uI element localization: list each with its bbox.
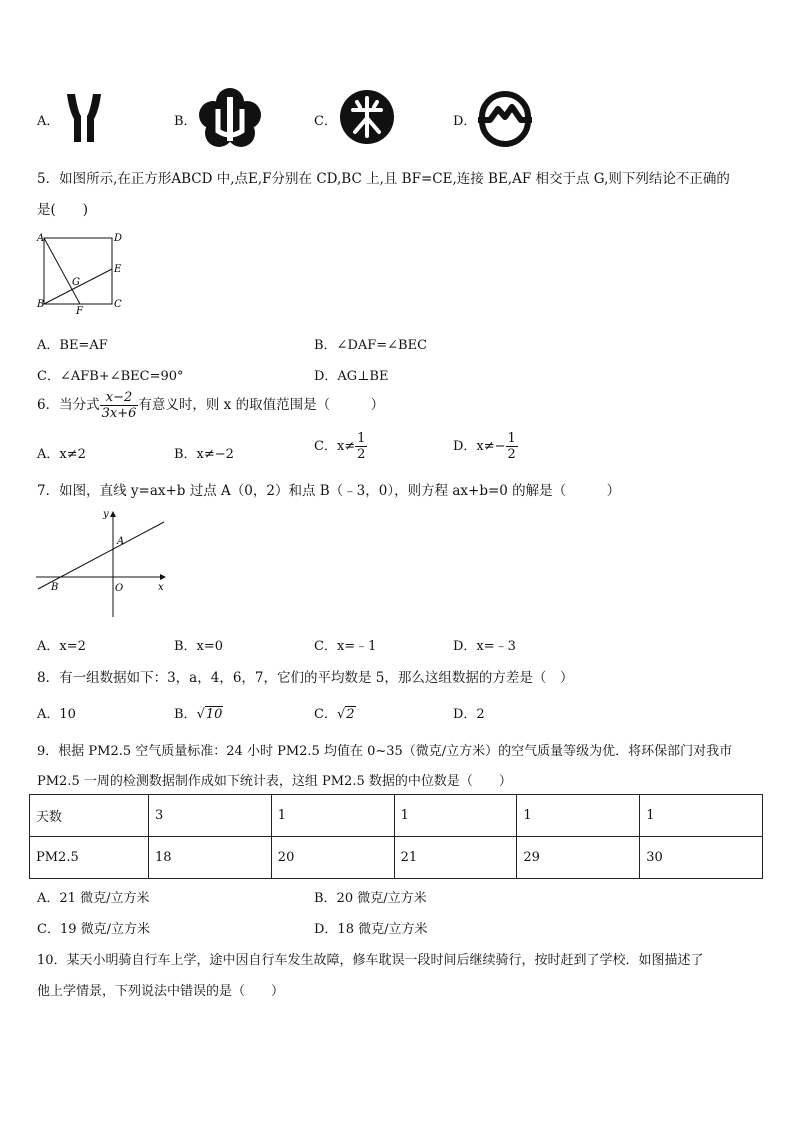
q10-stem-line2: 他上学情景，下列说法中错误的是（ ）: [37, 984, 285, 999]
q6-option-d: [453, 431, 518, 462]
q6-suffix: 有意义时，则 x 的取值范围是（ ）: [138, 397, 385, 413]
table-cell: 30: [640, 837, 763, 879]
q9-option-d: D．18 微克/立方米: [314, 922, 428, 937]
table-cell: 29: [517, 837, 640, 879]
q6-option-d-num: 1: [507, 431, 516, 446]
q5-option-c: C．∠AFB+∠BEC=90°: [37, 369, 184, 384]
q7-label-b: B: [51, 582, 59, 593]
q8-option-c-sqrt: √2: [336, 707, 355, 722]
q6-option-c-label: C．x≠: [314, 439, 356, 454]
table-cell: 21: [394, 837, 517, 879]
q6-option-a: A．x≠2: [37, 447, 86, 462]
q7-label-x: x: [158, 582, 164, 593]
q7-stem: 7．如图，直线 y=ax+b 过点 A（0，2）和点 B（﹣3，0），则方程 ax+b=0 的解是（ ）: [37, 483, 621, 499]
table-cell: 1: [394, 795, 517, 837]
q7-line-graph-figure: [34, 505, 169, 620]
q8-option-a: A．10: [37, 707, 76, 722]
q6-option-d-den: 2: [507, 447, 516, 462]
q6-stem: [37, 390, 384, 421]
q6-option-d-label: D．x≠−: [453, 439, 506, 454]
q7-option-c: C．x=﹣1: [314, 639, 377, 654]
q6-frac-den: 3x+6: [101, 406, 137, 421]
q5-label-f: F: [76, 306, 83, 316]
q7-option-d: D．x=﹣3: [453, 639, 516, 654]
y-shaped-logo-icon: [64, 92, 104, 144]
q5-stem-line1: 5．如图所示,在正方形ABCD 中,点E,F分别在 CD,BC 上,且 BF=CE,连接 BE,AF 相交于点 G,则下列结论不正确的: [37, 171, 730, 187]
table-row-pm25: [30, 837, 763, 879]
q6-option-c-num: 1: [357, 431, 366, 446]
q4-option-b-label: B．: [174, 114, 197, 129]
q7-option-a: A．x=2: [37, 639, 86, 654]
q7-option-b: B．x=0: [174, 639, 224, 654]
q9-option-c: C．19 微克/立方米: [37, 922, 151, 937]
q9-option-b: B．20 微克/立方米: [314, 891, 427, 906]
q8-option-b-radicand: 10: [205, 707, 223, 722]
q6-option-b: B．x≠−2: [174, 447, 234, 462]
q4-option-a-label: A．: [37, 114, 60, 129]
table-cell: 3: [149, 795, 272, 837]
q5-label-e: E: [114, 264, 122, 275]
q7-label-y: y: [103, 509, 109, 520]
q5-label-b: B: [37, 299, 45, 310]
table-cell: 1: [517, 795, 640, 837]
q6-option-c-fraction: [355, 431, 367, 462]
table-cell: 天数: [30, 795, 149, 837]
q5-square-figure: [34, 228, 134, 316]
q9-option-a: A．21 微克/立方米: [37, 891, 150, 906]
q5-label-a: A: [37, 233, 45, 244]
q5-stem-line2: 是( ): [37, 202, 89, 218]
mountain-wave-logo-icon: [474, 87, 536, 147]
q9-stem-line2: PM2.5 一周的检测数据制作成如下统计表，这组 PM2.5 数据的中位数是（ ）: [37, 774, 512, 789]
pm25-table: [29, 794, 763, 879]
q5-label-g: G: [72, 277, 80, 288]
q4-option-c-label: C．: [314, 114, 337, 129]
q6-option-d-fraction: [506, 431, 518, 462]
q8-option-c: [314, 703, 356, 722]
q5-option-b: B．∠DAF=∠BEC: [314, 338, 428, 353]
q10-stem-line1: 10．某天小明骑自行车上学，途中因自行车发生故障，修车耽误一段时间后继续骑行，按时赶到了学校．如图描述了: [37, 953, 704, 968]
circle-metro-logo-icon: [338, 88, 396, 146]
flower-shaped-logo-icon: [198, 87, 262, 149]
q6-frac-num: x−2: [100, 390, 139, 406]
q8-option-c-radicand: 2: [346, 707, 355, 722]
q6-prefix: 6．当分式: [37, 397, 100, 413]
q8-option-b-label: B．: [174, 707, 197, 722]
table-cell: 1: [271, 795, 394, 837]
q5-option-d: D．AG⊥BE: [314, 369, 389, 384]
q7-label-o: O: [115, 583, 124, 594]
q5-option-a: A．BE=AF: [37, 338, 108, 353]
q8-option-c-label: C．: [314, 707, 337, 722]
q4-option-d-label: D．: [453, 114, 477, 129]
q8-option-d: D．2: [453, 707, 485, 722]
table-cell: PM2.5: [30, 837, 149, 879]
q8-stem: 8．有一组数据如下：3，a，4，6，7，它们的平均数是 5，那么这组数据的方差是（ ）: [37, 670, 574, 686]
q6-fraction: [100, 390, 139, 421]
table-cell: 1: [640, 795, 763, 837]
q6-option-c-den: 2: [357, 447, 366, 462]
table-row-days: [30, 795, 763, 837]
q7-label-a: A: [117, 536, 125, 547]
q8-option-b-sqrt: √10: [196, 707, 223, 722]
table-cell: 20: [271, 837, 394, 879]
q5-label-d: D: [114, 233, 123, 244]
table-cell: 18: [149, 837, 272, 879]
q9-stem-line1: 9．根据 PM2.5 空气质量标准：24 小时 PM2.5 均值在 0~35（微克/立方米）的空气质量等级为优．将环保部门对我市: [37, 744, 733, 759]
q8-option-b: [174, 703, 223, 722]
q6-option-c: [314, 431, 367, 462]
q5-label-c: C: [114, 299, 122, 310]
